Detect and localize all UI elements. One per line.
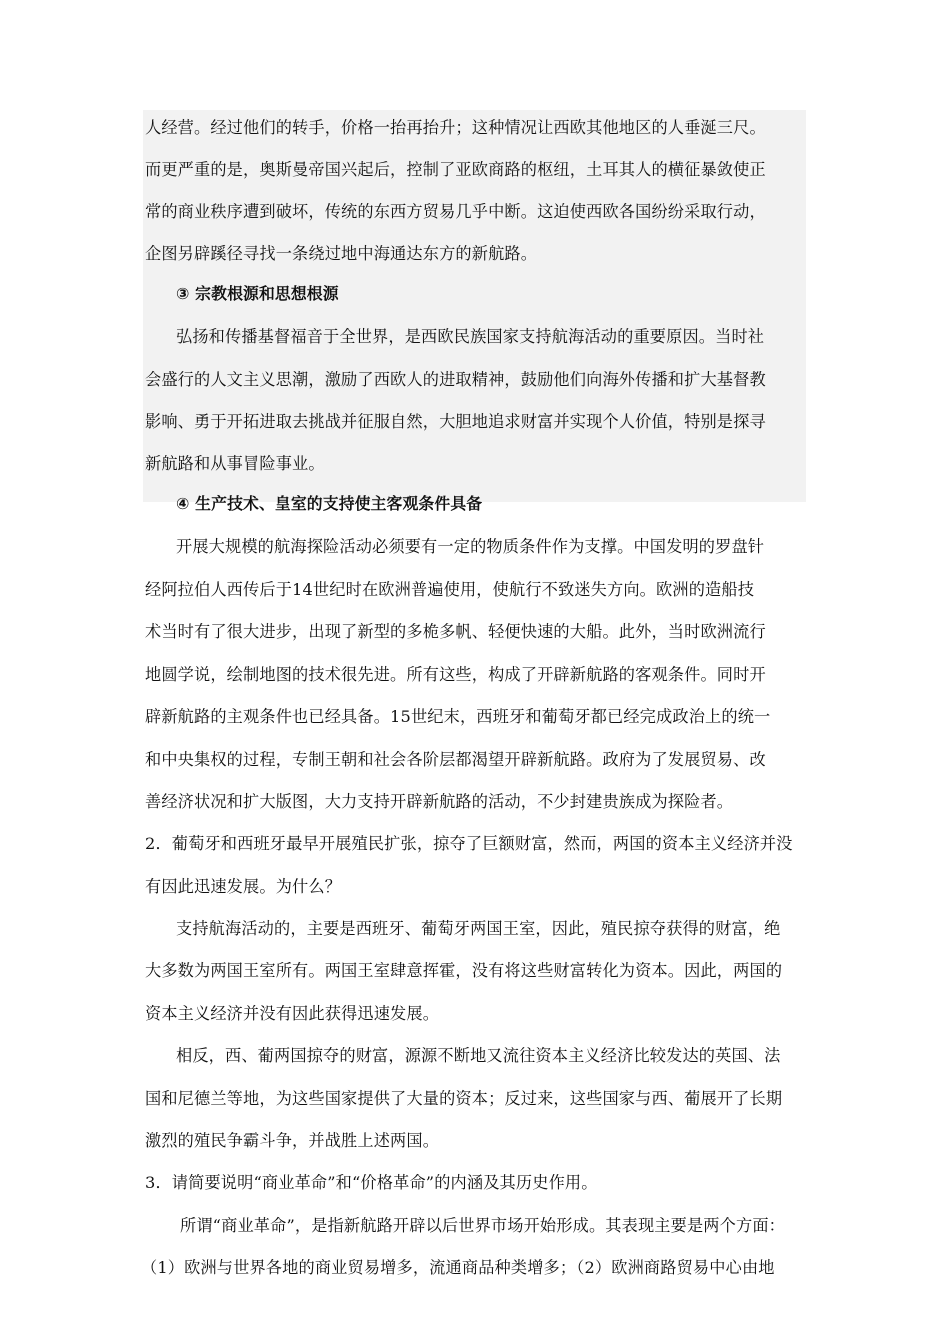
- paragraph-line: 资本主义经济并没有因此获得迅速发展。: [145, 1004, 440, 1023]
- paragraph-line: 常的商业秩序遭到破坏，传统的东西方贸易几乎中断。这迫使西欧各国纷纷采取行动，: [145, 202, 766, 221]
- paragraph-line: 弘扬和传播基督福音于全世界，是西欧民族国家支持航海活动的重要原因。当时社: [176, 327, 765, 346]
- paragraph-line: 新航路和从事冒险事业。: [145, 454, 325, 473]
- section-heading-4: ④ 生产技术、皇室的支持使主客观条件具备: [176, 494, 483, 513]
- paragraph-line: 相反，西、葡两国掠夺的财富，源源不断地又流往资本主义经济比较发达的英国、法: [176, 1046, 781, 1065]
- paragraph-line: 国和尼德兰等地，为这些国家提供了大量的资本；反过来，这些国家与西、葡展开了长期: [145, 1089, 783, 1108]
- paragraph-line: 术当时有了很大进步，出现了新型的多桅多帆、轻便快速的大船。此外，当时欧洲流行: [145, 622, 766, 641]
- paragraph-line: 企图另辟蹊径寻找一条绕过地中海通达东方的新航路。: [145, 244, 538, 263]
- paragraph-line: 地圆学说，绘制地图的技术很先进。所有这些，构成了开辟新航路的客观条件。同时开: [145, 665, 766, 684]
- paragraph-line: 和中央集权的过程，专制王朝和社会各阶层都渴望开辟新航路。政府为了发展贸易、改: [145, 750, 766, 769]
- paragraph-line: 开展大规模的航海探险活动必须要有一定的物质条件作为支撑。中国发明的罗盘针: [176, 537, 765, 556]
- question-2-line: 2．葡萄牙和西班牙最早开展殖民扩张，掠夺了巨额财富，然而，两国的资本主义经济并没: [145, 834, 793, 853]
- paragraph-line: （1）欧洲与世界各地的商业贸易增多，流通商品种类增多；（2）欧洲商路贸易中心由地: [141, 1258, 775, 1277]
- paragraph-line: 而更严重的是，奥斯曼帝国兴起后，控制了亚欧商路的枢纽，土耳其人的横征暴敛使正: [145, 160, 766, 179]
- paragraph-line: 善经济状况和扩大版图，大力支持开辟新航路的活动，不少封建贵族成为探险者。: [145, 792, 734, 811]
- paragraph-line: 辟新航路的主观条件也已经具备。15世纪末，西班牙和葡萄牙都已经完成政治上的统一: [145, 707, 771, 726]
- paragraph-line: 影响、勇于开拓进取去挑战并征服自然，大胆地追求财富并实现个人价值，特别是探寻: [145, 412, 766, 431]
- section-heading-3: ③ 宗教根源和思想根源: [176, 284, 339, 303]
- paragraph-line: 大多数为两国王室所有。两国王室肆意挥霍，没有将这些财富转化为资本。因此，两国的: [145, 961, 783, 980]
- paragraph-line: 所谓“商业革命”，是指新航路开辟以后世界市场开始形成。其表现主要是两个方面：: [180, 1216, 785, 1235]
- paragraph-line: 人经营。经过他们的转手，价格一抬再抬升；这种情况让西欧其他地区的人垂涎三尺。: [145, 118, 766, 137]
- paragraph-line: 支持航海活动的，主要是西班牙、葡萄牙两国王室，因此，殖民掠夺获得的财富，绝: [176, 919, 781, 938]
- question-3-line: 3．请简要说明“商业革命”和“价格革命”的内涵及其历史作用。: [145, 1173, 598, 1192]
- paragraph-line: 激烈的殖民争霸斗争，并战胜上述两国。: [145, 1131, 440, 1150]
- paragraph-line: 会盛行的人文主义思潮，激励了西欧人的进取精神，鼓励他们向海外传播和扩大基督教: [145, 370, 766, 389]
- question-2-line: 有因此迅速发展。为什么？: [145, 877, 342, 896]
- paragraph-line: 经阿拉伯人西传后于14世纪时在欧洲普遍使用，使航行不致迷失方向。欧洲的造船技: [145, 580, 755, 599]
